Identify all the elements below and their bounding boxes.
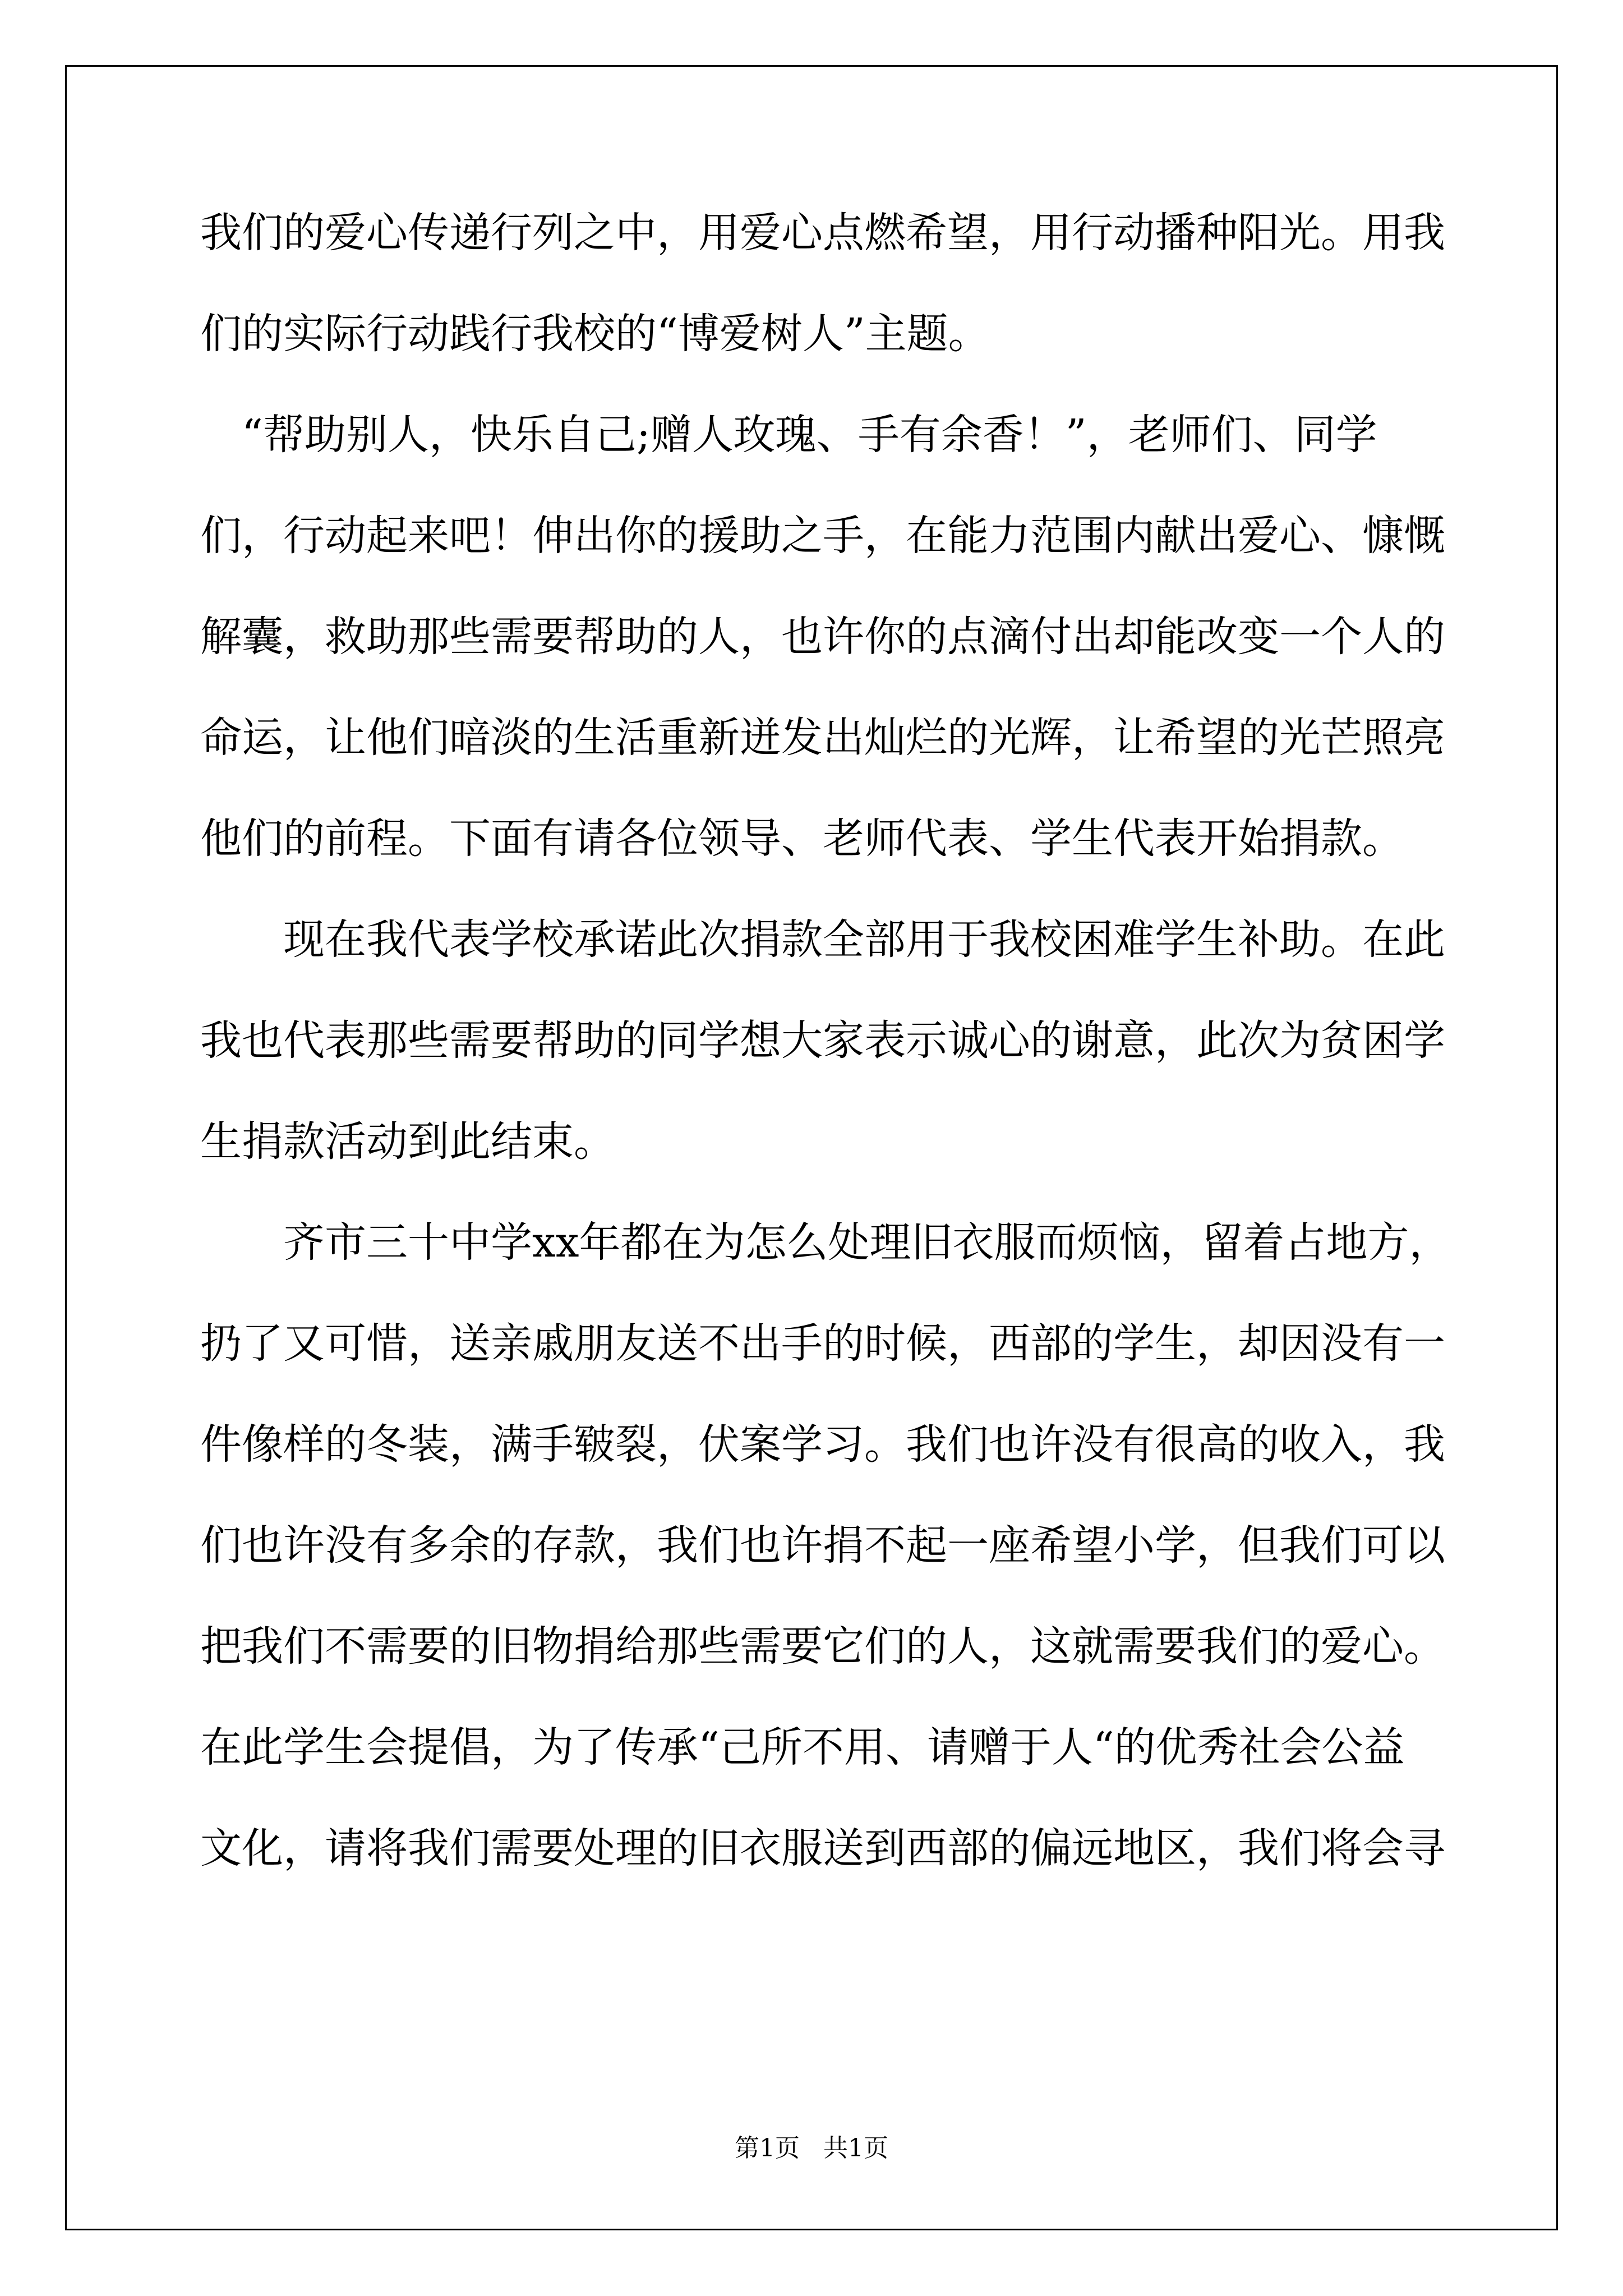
text-line: 生捐款活动到此结束。 — [200, 1117, 615, 1166]
text-line: 解囊，救助那些需要帮助的人，也许你的点滴付出却能改变一个人的 — [200, 613, 1445, 661]
text-line: 件像样的冬装，满手皲裂，伏案学习。我们也许没有很高的收入，我 — [200, 1420, 1445, 1469]
text-line: 齐市三十中学xx年都在为怎么处理旧衣服而烦恼，留着占地方， — [200, 1218, 1451, 1267]
text-line: 把我们不需要的旧物捐给那些需要它们的人，这就需要我们的爱心。 — [200, 1622, 1445, 1671]
text-line: 们的实际行动践行我校的“博爱树人”主题。 — [200, 310, 990, 358]
text-line: 们，行动起来吧！伸出你的援助之手，在能力范围内献出爱心、慷慨 — [200, 512, 1445, 560]
text-line: 命运，让他们暗淡的生活重新迸发出灿烂的光辉，让希望的光芒照亮 — [200, 714, 1445, 762]
text-line: 现在我代表学校承诺此次捐款全部用于我校困难学生补助。在此 — [200, 915, 1445, 964]
text-line: 在此学生会提倡，为了传承“己所不用、请赠于人“的优秀社会公益 — [200, 1723, 1405, 1772]
text-line: 我们的爱心传递行列之中，用爱心点燃希望，用行动播种阳光。用我 — [200, 209, 1445, 257]
page-footer: 第1页 共1页 — [735, 2134, 888, 2162]
text-line: 我也代表那些需要帮助的同学想大家表示诚心的谢意，此次为贫困学 — [200, 1016, 1445, 1065]
text-line: 扔了又可惜，送亲戚朋友送不出手的时候，西部的学生，却因没有一 — [200, 1319, 1445, 1368]
text-line: 文化，请将我们需要处理的旧衣服送到西部的偏远地区，我们将会寻 — [200, 1824, 1445, 1872]
text-line: “帮助别人，快乐自己;赠人玫瑰、手有余香！”，老师们、同学 — [200, 411, 1377, 459]
text-line: 们也许没有多余的存款，我们也许捐不起一座希望小学，但我们可以 — [200, 1521, 1445, 1570]
text-line: 他们的前程。下面有请各位领导、老师代表、学生代表开始捐款。 — [200, 815, 1404, 863]
